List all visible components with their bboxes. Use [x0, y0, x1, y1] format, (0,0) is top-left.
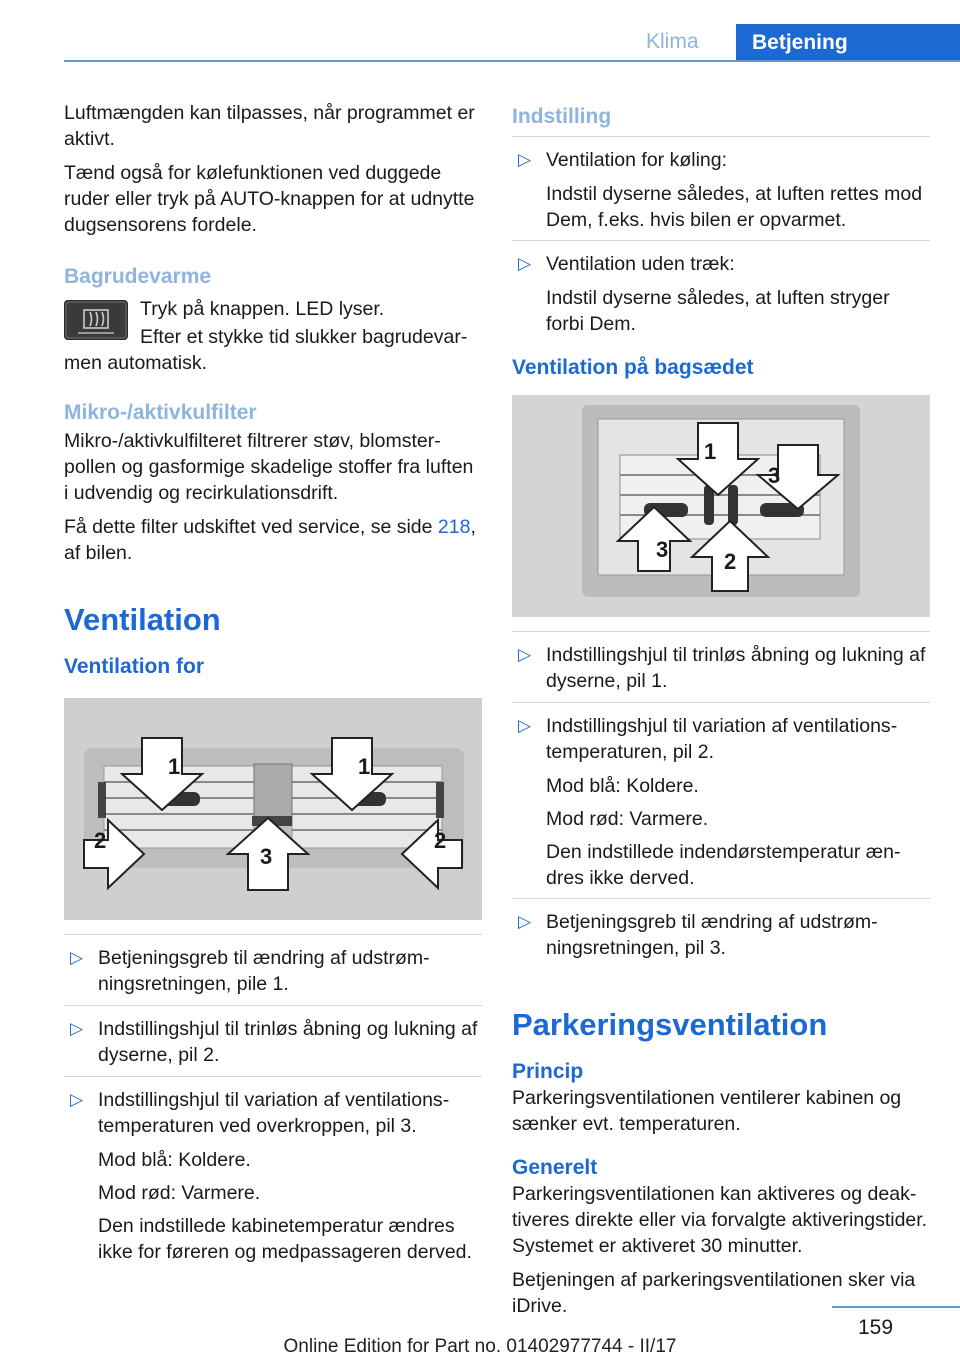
triangle-bullet-icon: ▷	[518, 645, 532, 664]
text: , af bilen.	[64, 516, 476, 564]
list-item	[64, 1016, 482, 1068]
list-item-text: Indstillingshjul til variation af ventilationstemperaturen ved overkroppen, pil 3.	[98, 1089, 450, 1137]
triangle-bullet-icon: ▷	[70, 948, 84, 967]
list-item-text: Betjeningsgreb til ændring af udstrømningsretningen, pile 1.	[98, 947, 430, 995]
divider	[512, 898, 930, 899]
section-heading-filter: Mikro-/aktivkulfilter	[64, 401, 257, 424]
page-number: 159	[858, 1316, 894, 1339]
paragraph	[64, 514, 482, 566]
text: Få dette filter udskiftet ved service, se side	[64, 516, 438, 538]
divider	[64, 934, 482, 935]
arrow-label: 1	[358, 754, 371, 779]
divider	[512, 136, 930, 137]
triangle-bullet-icon: ▷	[70, 1090, 84, 1109]
arrow-label: 2	[94, 828, 107, 853]
divider	[512, 631, 930, 632]
arrow-label: 3	[260, 844, 273, 869]
header-bar	[0, 24, 960, 62]
paragraph: Betjeningen af parkeringsventilationen sker via iDrive.	[512, 1269, 916, 1317]
front-vent-figure	[64, 698, 482, 920]
arrow-label: 3	[656, 537, 669, 562]
list-sub-text: Mod rød: Varmere.	[98, 1182, 261, 1204]
paragraph: Luftmængden kan tilpasses, når programmet er aktivt.	[64, 102, 475, 150]
section-heading-ventilation-for: Ventilation for	[64, 655, 205, 678]
divider	[64, 1076, 482, 1077]
list-sub-text: Indstil dyserne således, at luften rettes mod Dem, f.eks. hvis bilen er opvarmet.	[546, 183, 923, 231]
right-column	[512, 100, 930, 1327]
edition-footer: Online Edition for Part no. 01402977744 - II/17	[283, 1336, 677, 1357]
list-item	[512, 909, 930, 961]
triangle-bullet-icon: ▷	[518, 254, 532, 273]
triangle-bullet-icon: ▷	[518, 150, 532, 169]
section-heading-bagrudevarme: Bagrudevarme	[64, 265, 212, 288]
paragraph: Tænd også for kølefunktionen ved duggede ruder eller tryk på AUTO-knappen for at udnytte dugsensorens fordele.	[64, 162, 475, 236]
list-sub-text: Indstil dyserne således, at luften stryger forbi Dem.	[546, 287, 890, 335]
list-sub-text: Mod blå: Koldere.	[98, 1149, 251, 1171]
chapter-heading-ventilation: Ventilation	[64, 602, 221, 637]
list-item-text: Indstillingshjul til trinløs åbning og lukning af dyserne, pil 2.	[98, 1018, 478, 1066]
list-item	[64, 945, 482, 997]
paragraph: Efter et stykke tid slukker bagrudevarmen automatisk.	[64, 326, 468, 374]
paragraph: Mikro-/aktivkulfilteret filtrerer støv, blomsterpollen og gasformige skadelige stoffer fra luften i udvendig og recirkulationsdrift.	[64, 430, 474, 504]
page-link[interactable]: 218	[437, 516, 471, 538]
arrow-label: 2	[724, 549, 737, 574]
divider	[64, 1005, 482, 1006]
divider	[512, 702, 930, 703]
paragraph: Parkeringsventilationen ventilerer kabinen og sænker evt. temperaturen.	[512, 1087, 902, 1135]
list-item	[512, 642, 930, 694]
section-heading-generelt: Generelt	[512, 1156, 598, 1179]
triangle-bullet-icon: ▷	[518, 716, 532, 735]
list-item-text: Indstillingshjul til trinløs åbning og lukning af dyserne, pil 1.	[546, 644, 926, 692]
list-item-text: Ventilation uden træk:	[546, 253, 735, 275]
header-rule	[64, 60, 960, 62]
bagrude-block	[64, 296, 482, 354]
arrow-label: 1	[168, 754, 181, 779]
arrow-label: 2	[434, 828, 447, 853]
section-heading-bagsaede: Ventilation på bagsædet	[512, 356, 754, 379]
list-sub-text: Mod blå: Koldere.	[546, 775, 699, 797]
list-item	[512, 713, 930, 765]
section-heading-indstilling: Indstilling	[512, 105, 612, 128]
chapter-heading-parkering: Parkeringsventilation	[512, 1007, 828, 1042]
list-sub-text: Den indstillede indendørstemperatur ændres ikke derved.	[546, 841, 901, 889]
arrow-label: 3	[768, 463, 781, 488]
list-sub-text: Den indstillede kabinetemperatur ændres ikke for føreren og medpassageren derved.	[98, 1215, 472, 1263]
left-column	[64, 100, 482, 1272]
list-sub-text: Mod rød: Varmere.	[546, 808, 709, 830]
arrow-label: 1	[704, 439, 717, 464]
rear-vent-figure	[512, 395, 930, 617]
list-item-text: Indstillingshjul til variation af ventilationstemperaturen, pil 2.	[546, 715, 898, 763]
paragraph: Parkeringsventilationen kan aktiveres og deaktiveres direkte eller via forvalgte aktiveringstider. Systemet er aktiveret 30 minutter.	[512, 1183, 928, 1257]
list-item	[64, 1087, 482, 1139]
tab-betjening[interactable]: Betjening	[736, 24, 960, 62]
list-item	[512, 251, 930, 277]
list-item-text: Betjeningsgreb til ændring af udstrømningsretningen, pil 3.	[546, 911, 878, 959]
list-item	[512, 147, 930, 173]
triangle-bullet-icon: ▷	[70, 1019, 84, 1038]
divider	[512, 240, 930, 241]
list-item-text: Ventilation for køling:	[546, 149, 728, 171]
triangle-bullet-icon: ▷	[518, 912, 532, 931]
tab-klima[interactable]: Klima	[646, 30, 699, 53]
footer-rule	[832, 1306, 960, 1308]
section-heading-princip: Princip	[512, 1060, 584, 1083]
paragraph: Tryk på knappen. LED lyser.	[140, 298, 385, 320]
rear-defrost-button-icon	[64, 300, 128, 340]
